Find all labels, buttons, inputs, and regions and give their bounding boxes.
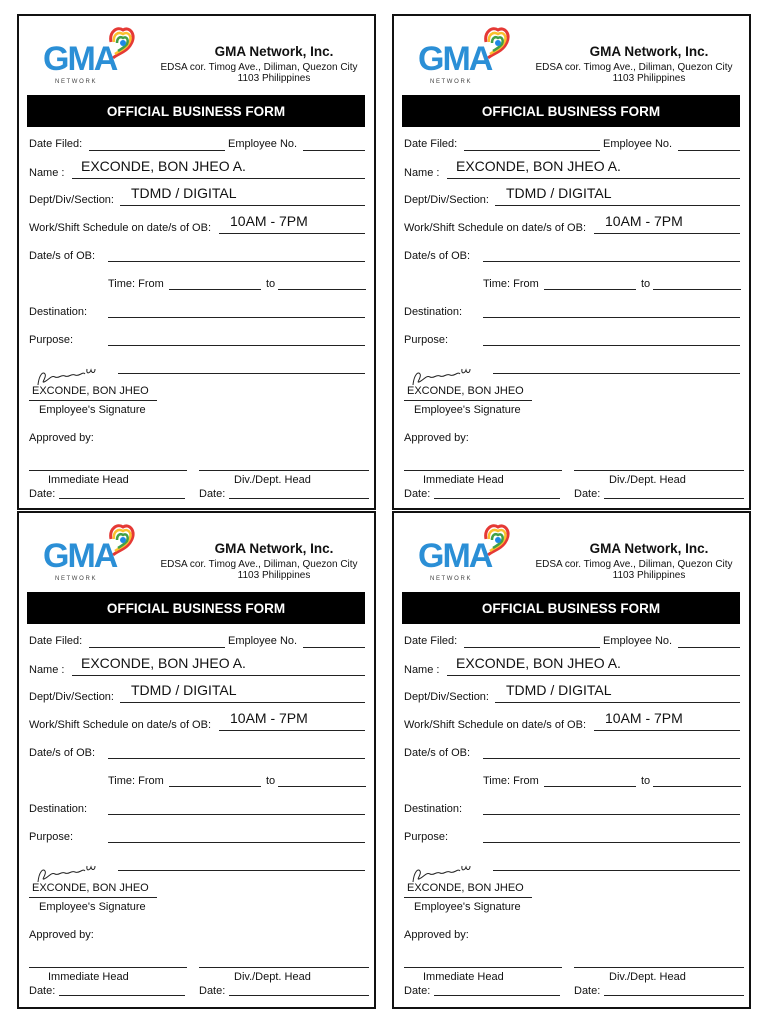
destination-field[interactable] [483,814,740,815]
employee-signature-line[interactable] [404,897,532,898]
date-filed-label: Date Filed: [404,138,458,150]
company-name: GMA Network, Inc. [589,44,709,59]
company-name: GMA Network, Inc. [589,541,709,556]
name-value: EXCONDE, BON JHEO A. [81,158,246,174]
official-business-form-bottom-left [17,511,376,1009]
employee-signature-label: Employee's Signature [414,404,521,416]
approved-by-label: Approved by: [29,929,94,941]
destination-label: Destination: [404,306,463,318]
dept-value: TDMD / DIGITAL [131,682,237,698]
employee-no-field[interactable] [303,150,365,151]
schedule-label: Work/Shift Schedule on date/s of OB: [404,719,587,731]
employee-no-label: Employee No. [603,138,673,150]
immediate-head-label: Immediate Head [48,971,129,983]
dept-label: Dept/Div/Section: [404,194,489,206]
dept-field[interactable] [120,702,365,703]
purpose-field[interactable] [483,345,740,346]
immediate-head-date-label: Date: [29,985,56,997]
purpose-field-2[interactable] [493,373,740,374]
time-from-label: Time: From [108,278,164,290]
dates-ob-label: Date/s of OB: [29,250,96,262]
time-to-label: to [266,775,276,787]
dept-label: Dept/Div/Section: [29,194,114,206]
div-dept-head-label: Div./Dept. Head [234,971,311,983]
immediate-head-signature-line[interactable] [29,967,187,968]
immediate-head-date-label: Date: [404,488,431,500]
schedule-label: Work/Shift Schedule on date/s of OB: [404,222,587,234]
div-dept-head-date-field[interactable] [604,498,744,499]
form-title: OFFICIAL BUSINESS FORM [27,592,365,624]
dates-ob-field[interactable] [483,758,740,759]
approved-by-label: Approved by: [404,432,469,444]
employee-no-field[interactable] [678,647,740,648]
dept-value: TDMD / DIGITAL [506,682,612,698]
div-dept-head-date-label: Date: [199,488,226,500]
immediate-head-date-field[interactable] [59,498,185,499]
official-business-form-top-right [392,14,751,510]
immediate-head-label: Immediate Head [48,474,129,486]
div-dept-head-signature-line[interactable] [199,967,369,968]
company-address-line2: 1103 Philippines [237,570,311,581]
date-filed-label: Date Filed: [29,635,83,647]
svg-text:GMA: GMA [418,40,492,78]
name-label: Name : [404,167,440,179]
name-label: Name : [29,664,65,676]
destination-field[interactable] [108,814,365,815]
form-title: OFFICIAL BUSINESS FORM [402,592,740,624]
schedule-value: 10AM - 7PM [605,213,683,229]
div-dept-head-date-label: Date: [574,488,601,500]
employee-no-field[interactable] [678,150,740,151]
time-to-label: to [641,278,651,290]
company-address-line1: EDSA cor. Timog Ave., Diliman, Quezon City [160,62,358,73]
immediate-head-date-field[interactable] [434,498,560,499]
time-to-field[interactable] [653,289,741,290]
employee-signature-label: Employee's Signature [39,404,146,416]
destination-label: Destination: [404,803,463,815]
approved-by-label: Approved by: [29,432,94,444]
dates-ob-field[interactable] [108,261,365,262]
immediate-head-date-field[interactable] [59,995,185,996]
schedule-label: Work/Shift Schedule on date/s of OB: [29,719,212,731]
employee-signature-line[interactable] [29,897,157,898]
time-to-label: to [641,775,651,787]
immediate-head-signature-line[interactable] [29,470,187,471]
immediate-head-date-label: Date: [404,985,431,997]
purpose-field-2[interactable] [493,870,740,871]
time-from-field[interactable] [169,289,261,290]
div-dept-head-signature-line[interactable] [574,967,744,968]
company-name: GMA Network, Inc. [214,44,334,59]
gma-logo [41,24,137,86]
svg-text:N E T W O R K: N E T W O R K [55,576,96,582]
div-dept-head-label: Div./Dept. Head [609,474,686,486]
destination-label: Destination: [29,803,88,815]
purpose-label: Purpose: [404,831,449,843]
immediate-head-label: Immediate Head [423,474,504,486]
immediate-head-date-label: Date: [29,488,56,500]
employee-no-field[interactable] [303,647,365,648]
dept-label: Dept/Div/Section: [29,691,114,703]
name-field[interactable] [447,178,740,179]
time-to-label: to [266,278,276,290]
schedule-field[interactable] [594,730,740,731]
svg-text:N E T W O R K: N E T W O R K [55,79,96,85]
official-business-form-top-left [17,14,376,510]
employee-no-label: Employee No. [228,635,298,647]
div-dept-head-signature-line[interactable] [199,470,369,471]
schedule-field[interactable] [594,233,740,234]
gma-logo [416,24,512,86]
form-title: OFFICIAL BUSINESS FORM [402,95,740,127]
purpose-field-2[interactable] [118,870,365,871]
schedule-value: 10AM - 7PM [230,710,308,726]
name-value: EXCONDE, BON JHEO A. [81,655,246,671]
time-to-field[interactable] [278,289,366,290]
date-filed-label: Date Filed: [29,138,83,150]
name-field[interactable] [72,675,365,676]
schedule-field[interactable] [219,233,365,234]
dates-ob-field[interactable] [108,758,365,759]
dates-ob-field[interactable] [483,261,740,262]
employee-signature-label: Employee's Signature [39,901,146,913]
company-address-line2: 1103 Philippines [237,73,311,84]
printed-employee-name: EXCONDE, BON JHEO [32,385,149,397]
svg-text:N E T W O R K: N E T W O R K [430,576,471,582]
svg-text:GMA: GMA [418,537,492,575]
company-address-line2: 1103 Philippines [612,570,686,581]
purpose-label: Purpose: [29,334,74,346]
name-field[interactable] [72,178,365,179]
schedule-value: 10AM - 7PM [605,710,683,726]
purpose-field[interactable] [108,345,365,346]
time-from-field[interactable] [169,786,261,787]
name-label: Name : [404,664,440,676]
dates-ob-label: Date/s of OB: [404,747,471,759]
purpose-label: Purpose: [404,334,449,346]
printed-employee-name: EXCONDE, BON JHEO [407,882,524,894]
div-dept-head-date-label: Date: [199,985,226,997]
dept-field[interactable] [495,205,740,206]
time-from-label: Time: From [108,775,164,787]
company-address-line2: 1103 Philippines [612,73,686,84]
div-dept-head-label: Div./Dept. Head [234,474,311,486]
svg-text:GMA: GMA [43,537,117,575]
date-filed-field[interactable] [464,150,600,151]
name-field[interactable] [447,675,740,676]
purpose-label: Purpose: [29,831,74,843]
dates-ob-label: Date/s of OB: [404,250,471,262]
destination-field[interactable] [108,317,365,318]
div-dept-head-date-field[interactable] [604,995,744,996]
svg-text:N E T W O R K: N E T W O R K [430,79,471,85]
dept-value: TDMD / DIGITAL [506,185,612,201]
employee-signature-line[interactable] [29,400,157,401]
div-dept-head-date-field[interactable] [229,995,369,996]
time-from-label: Time: From [483,775,539,787]
employee-signature-label: Employee's Signature [414,901,521,913]
time-to-field[interactable] [278,786,366,787]
immediate-head-label: Immediate Head [423,971,504,983]
gma-logo [41,521,137,583]
date-filed-field[interactable] [89,647,225,648]
gma-logo [416,521,512,583]
div-dept-head-date-field[interactable] [229,498,369,499]
schedule-value: 10AM - 7PM [230,213,308,229]
employee-no-label: Employee No. [228,138,298,150]
svg-text:GMA: GMA [43,40,117,78]
dept-value: TDMD / DIGITAL [131,185,237,201]
dept-field[interactable] [120,205,365,206]
company-name: GMA Network, Inc. [214,541,334,556]
immediate-head-signature-line[interactable] [404,967,562,968]
approved-by-label: Approved by: [404,929,469,941]
printed-employee-name: EXCONDE, BON JHEO [407,385,524,397]
div-dept-head-signature-line[interactable] [574,470,744,471]
immediate-head-date-field[interactable] [434,995,560,996]
div-dept-head-label: Div./Dept. Head [609,971,686,983]
official-business-form-bottom-right [392,511,751,1009]
dept-field[interactable] [495,702,740,703]
company-address-line1: EDSA cor. Timog Ave., Diliman, Quezon City [160,559,358,570]
date-filed-field[interactable] [89,150,225,151]
employee-signature-line[interactable] [404,400,532,401]
printed-employee-name: EXCONDE, BON JHEO [32,882,149,894]
company-address-line1: EDSA cor. Timog Ave., Diliman, Quezon City [535,62,733,73]
purpose-field-2[interactable] [118,373,365,374]
time-from-field[interactable] [544,786,636,787]
name-label: Name : [29,167,65,179]
employee-no-label: Employee No. [603,635,673,647]
dept-label: Dept/Div/Section: [404,691,489,703]
div-dept-head-date-label: Date: [574,985,601,997]
destination-label: Destination: [29,306,88,318]
date-filed-label: Date Filed: [404,635,458,647]
time-from-field[interactable] [544,289,636,290]
destination-field[interactable] [483,317,740,318]
name-value: EXCONDE, BON JHEO A. [456,158,621,174]
name-value: EXCONDE, BON JHEO A. [456,655,621,671]
purpose-field[interactable] [108,842,365,843]
schedule-field[interactable] [219,730,365,731]
schedule-label: Work/Shift Schedule on date/s of OB: [29,222,212,234]
date-filed-field[interactable] [464,647,600,648]
dates-ob-label: Date/s of OB: [29,747,96,759]
immediate-head-signature-line[interactable] [404,470,562,471]
form-title: OFFICIAL BUSINESS FORM [27,95,365,127]
time-from-label: Time: From [483,278,539,290]
purpose-field[interactable] [483,842,740,843]
time-to-field[interactable] [653,786,741,787]
company-address-line1: EDSA cor. Timog Ave., Diliman, Quezon City [535,559,733,570]
